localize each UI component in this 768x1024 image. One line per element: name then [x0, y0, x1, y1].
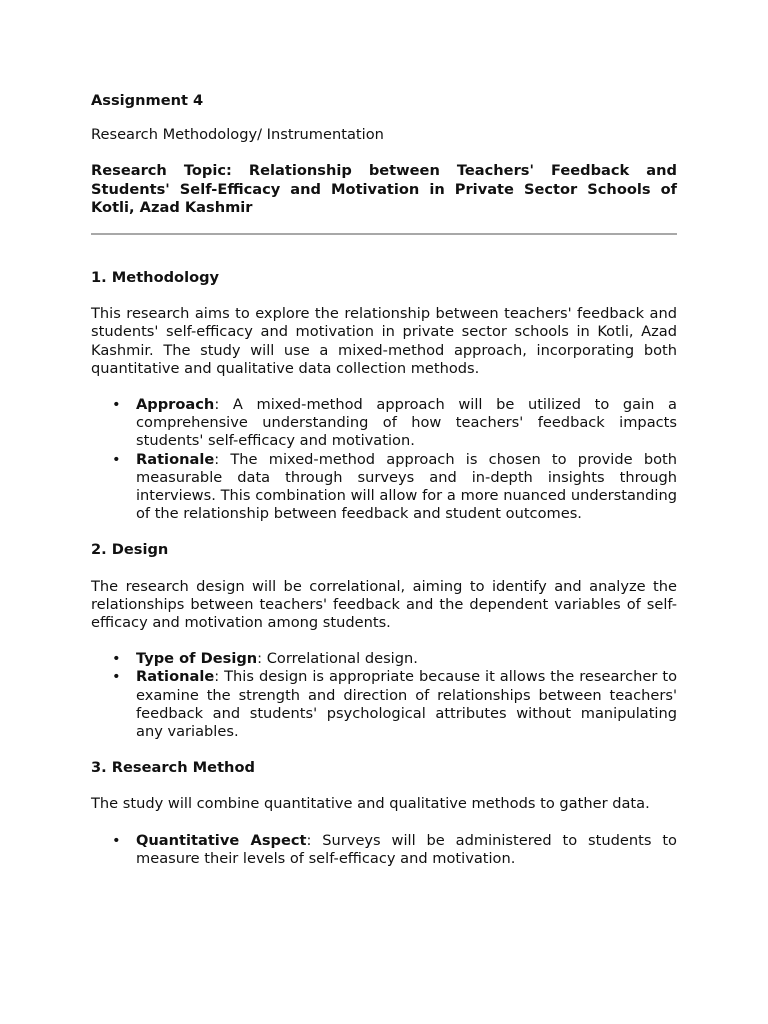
list-item — [136, 832, 677, 868]
section-methodology — [91, 269, 677, 523]
bullet-text: : The mixed-method approach is chosen to provide both measurable data through surveys and in-depth insights through interviews. This combination will allow for a more nuanced understanding of the relationship between feedback and student outcomes. — [136, 450, 677, 523]
section-heading: 1. Methodology — [91, 269, 220, 287]
bullet-text: : Correlational design. — [257, 650, 418, 668]
section-paragraph: The research design will be correlational, aiming to identify and analyze the relationships between teachers' feedback and the dependent variables of self-efficacy and motivation among students. — [91, 577, 677, 632]
bullet-term: Quantitative Aspect — [136, 831, 307, 849]
list-item — [136, 451, 677, 524]
list-item — [136, 650, 677, 668]
bullet-list — [91, 396, 677, 523]
section-heading: 3. Research Method — [91, 759, 255, 777]
section-heading: 2. Design — [91, 541, 169, 559]
document-title: Assignment 4 — [91, 92, 204, 109]
bullet-text: : Surveys will be administered to students to measure their levels of self-efficacy and motivation. — [136, 831, 677, 867]
bullet-text: : This design is appropriate because it allows the researcher to examine the strength and direction of relationships between teachers' feedback and students' psychological attributes without manipulating any variables. — [136, 668, 677, 741]
document-subtitle: Research Methodology/ Instrumentation — [91, 126, 384, 144]
section-research-method — [91, 759, 677, 868]
bullet-list — [91, 650, 677, 741]
bullet-list — [91, 832, 677, 868]
section-paragraph: This research aims to explore the relationship between teachers' feedback and students' self-efficacy and motivation in private sector schools in Kotli, Azad Kashmir. The study will use a mixed-method approach, incorporating both quantitative and qualitative data collection methods. — [91, 305, 677, 377]
horizontal-divider — [91, 233, 677, 235]
list-item — [136, 668, 677, 741]
section-paragraph: The study will combine quantitative and qualitative methods to gather data. — [91, 795, 650, 813]
bullet-text: : A mixed-method approach will be utilized to gain a comprehensive understanding of how teachers' feedback impacts students' self-efficacy and motivation. — [136, 396, 677, 450]
research-topic: Research Topic: Relationship between Teachers' Feedback and Students' Self-Efficacy and Motivation in Private Sector Schools of Kotli, Azad Kashmir — [91, 162, 677, 216]
list-item — [136, 396, 677, 451]
bullet-term: Rationale — [136, 668, 215, 686]
bullet-term: Approach — [136, 396, 215, 414]
bullet-term: Rationale — [136, 450, 215, 468]
section-design — [91, 541, 677, 741]
bullet-term: Type of Design — [136, 650, 258, 668]
